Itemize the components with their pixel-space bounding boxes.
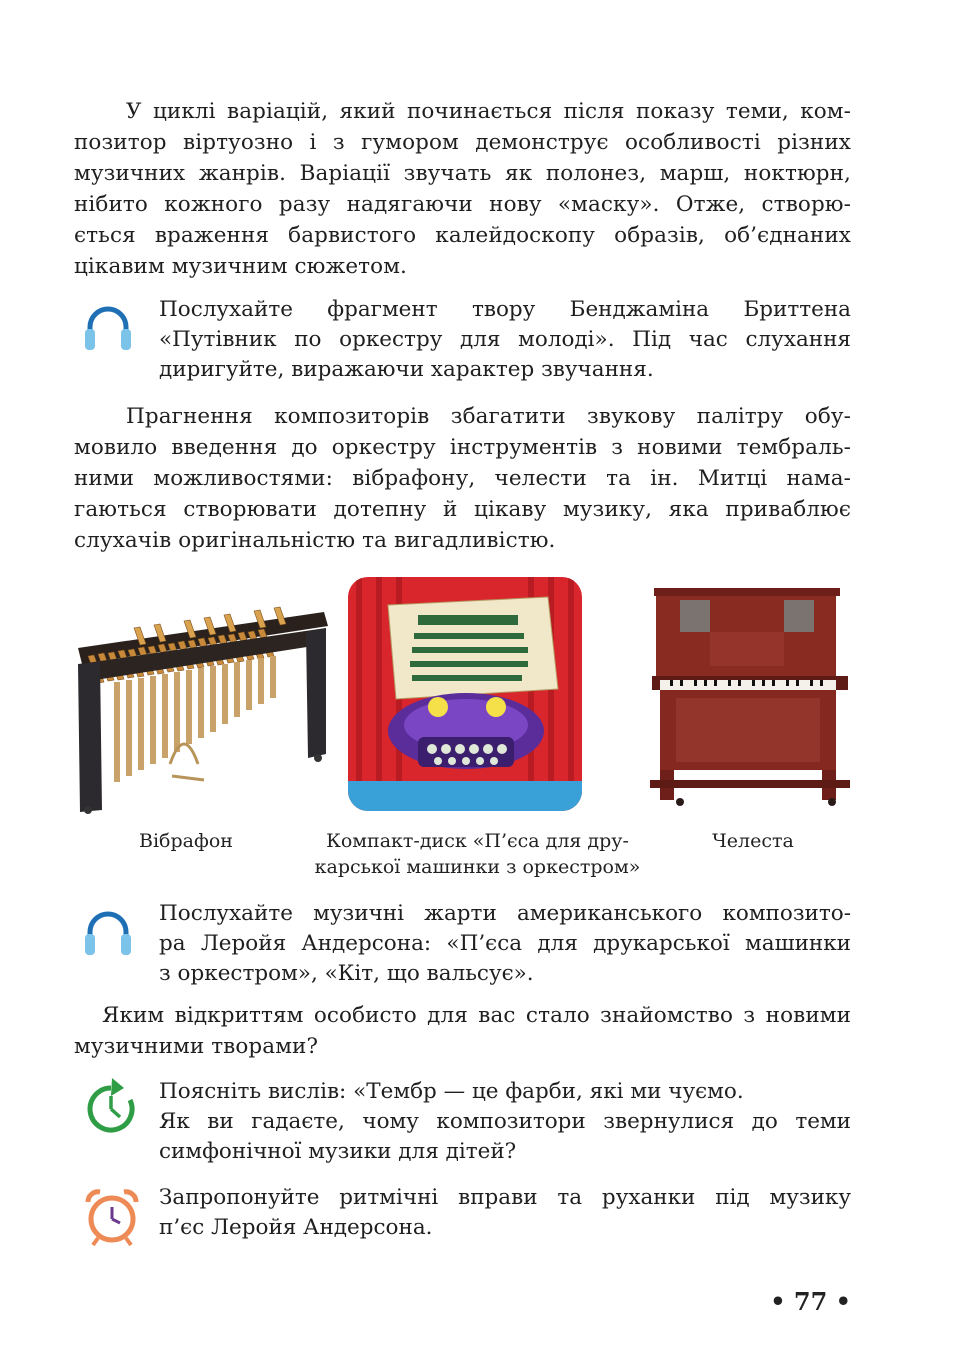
listening-task-anderson	[159, 899, 851, 989]
text-line: позитор віртуозно і з гумором демонструє особливості різних	[74, 130, 851, 155]
headphones-icon	[84, 910, 132, 956]
text-line: слухачів оригінальністю та вигадливістю.	[74, 528, 556, 553]
text-line: ними можливостями: вібрафону, челести та ін. Митці нама-	[74, 466, 851, 491]
text-line: симфонічної музики для дітей?	[159, 1139, 517, 1164]
text-line: Послухайте фрагмент твору Бенджаміна Бриттена	[159, 297, 851, 322]
paragraph-variations	[74, 96, 851, 282]
text-line: мовило введення до оркестру інструментів з новими тембраль-	[74, 435, 851, 460]
celesta-image	[650, 586, 850, 808]
listening-task-britten	[159, 295, 851, 385]
headphones-icon	[84, 305, 132, 351]
vibraphone-image	[74, 604, 330, 814]
text-line: ра Леройя Андерсона: «П’єса для друкарської машинки	[159, 931, 851, 956]
text-line: Поясніть вислів: «Тембр — це фарби, які ми чуємо.	[159, 1079, 744, 1104]
text-line: Яким відкриттям особисто для вас стало знайомство з новими	[102, 1003, 851, 1028]
caption-line: Компакт-диск «П’єса для дру-	[326, 830, 629, 852]
text-line: У циклі варіацій, який починається після показу теми, ком-	[126, 99, 851, 124]
alarm-clock-icon	[84, 1188, 140, 1246]
caption-line: карської машинки з оркестром»	[314, 856, 641, 878]
text-line: музичними творами?	[74, 1034, 319, 1059]
paragraph-timbre-instruments	[74, 401, 851, 556]
caption-compact-disc	[300, 828, 655, 880]
text-line: Запропонуйте ритмічні вправи та руханки під музику	[159, 1185, 851, 1210]
text-line: гаються створювати дотепну й цікаву музику, яка приваблює	[74, 497, 851, 522]
text-line: «Путівник по оркестру для молоді». Під час слухання	[159, 327, 851, 352]
compact-disc-cover-image	[348, 577, 582, 811]
text-line: Як ви гадаєте, чому композитори звернулися до теми	[159, 1109, 851, 1134]
text-line: Прагнення композиторів збагатити звукову палітру обу-	[126, 404, 851, 429]
text-line: п’єс Леройя Андерсона.	[159, 1215, 433, 1240]
text-line: нібито кожного разу надягаючи нову «маску». Отже, створю-	[74, 192, 851, 217]
caption-celesta: Челеста	[712, 830, 794, 852]
rotate-clock-icon	[84, 1078, 138, 1136]
text-line: Послухайте музичні жарти американського композито-	[159, 901, 851, 926]
text-line: з оркестром», «Кіт, що вальсує».	[159, 961, 534, 986]
text-line: диригуйте, виражаючи характер звучання.	[159, 357, 654, 382]
question-discovery	[74, 1000, 851, 1062]
page-number: • 77 •	[770, 1287, 851, 1316]
text-line: ється враження барвистого калейдоскопу образів, об’єднаних	[74, 223, 851, 248]
caption-vibraphone: Вібрафон	[139, 830, 233, 852]
movement-task-anderson	[159, 1183, 851, 1243]
text-line: цікавим музичним сюжетом.	[74, 254, 407, 279]
text-line: музичних жанрів. Варіації звучать як полонез, марш, ноктюрн,	[74, 161, 851, 186]
thinking-task-timbre	[159, 1077, 851, 1167]
